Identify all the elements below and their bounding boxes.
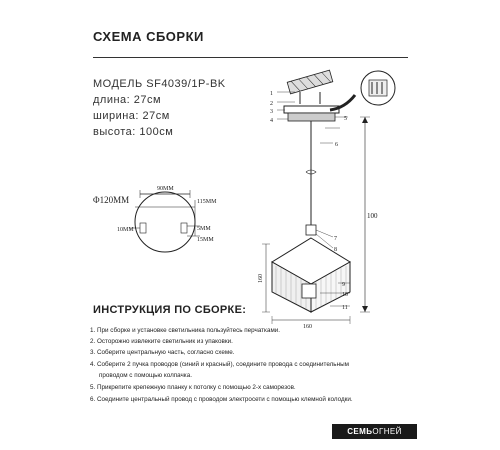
canopy-top-label: 90MM [157, 186, 174, 192]
canopy-diameter-label: Φ120MM [93, 195, 130, 205]
instruction-step-6: 6. Соедините центральный провод с проводом электросети с помощью клемной колодки. [90, 396, 353, 403]
instruction-step-4-cont: проводом с помощью колпачка. [99, 372, 192, 379]
spec-height: высота: 100см [93, 126, 174, 138]
brand-name-bold: СЕМЬ [347, 427, 373, 436]
spec-model: МОДЕЛЬ SF4039/1P-BK [93, 78, 226, 90]
part-label-8: 8 [334, 247, 337, 253]
brand-name-thin: ОГНЕЙ [372, 427, 402, 436]
shade-height-label: 160 [258, 274, 264, 283]
instruction-step-3: 3. Соберите центральную часть, согласно схеме. [90, 349, 235, 356]
spec-length: длина: 27см [93, 94, 162, 106]
part-label-3: 3 [270, 109, 273, 115]
canopy-right-mid-label: 5MM [197, 226, 211, 232]
part-label-9: 9 [342, 282, 345, 288]
brand-logo [332, 424, 417, 439]
page-title: СХЕМА СБОРКИ [93, 29, 204, 44]
instruction-step-4: 4. Соберите 2 пучка проводов (синий и красный), соедините провода с соединительным [90, 361, 349, 368]
part-label-2: 2 [270, 101, 273, 107]
total-height-label: 100 [367, 212, 378, 220]
part-label-4: 4 [270, 118, 273, 124]
instruction-step-2: 2. Осторожно извлеките светильник из упаковки. [90, 338, 233, 345]
canopy-left-label: 10MM [117, 227, 134, 233]
part-label-10: 10 [342, 292, 348, 298]
part-label-6: 6 [335, 142, 338, 148]
part-label-5: 5 [344, 116, 347, 122]
instructions-heading: ИНСТРУКЦИЯ ПО СБОРКЕ: [93, 304, 247, 316]
part-label-11: 11 [342, 305, 348, 311]
shade-width-label: 160 [303, 324, 312, 330]
canopy-diagram [93, 186, 217, 252]
lamp-diagram [258, 70, 395, 330]
instruction-step-5: 5. Прикрепите крепежную планку к потолку с помощью 2-х саморезов. [90, 384, 296, 391]
spec-width: ширина: 27см [93, 110, 170, 122]
instruction-step-1: 1. При сборке и установке светильника пользуйтесь перчатками. [90, 327, 281, 334]
canopy-right-top-label: 115MM [197, 199, 217, 205]
canopy-right-bottom-label: 15MM [197, 237, 214, 243]
part-label-7: 7 [334, 236, 337, 242]
part-label-1: 1 [270, 91, 273, 97]
